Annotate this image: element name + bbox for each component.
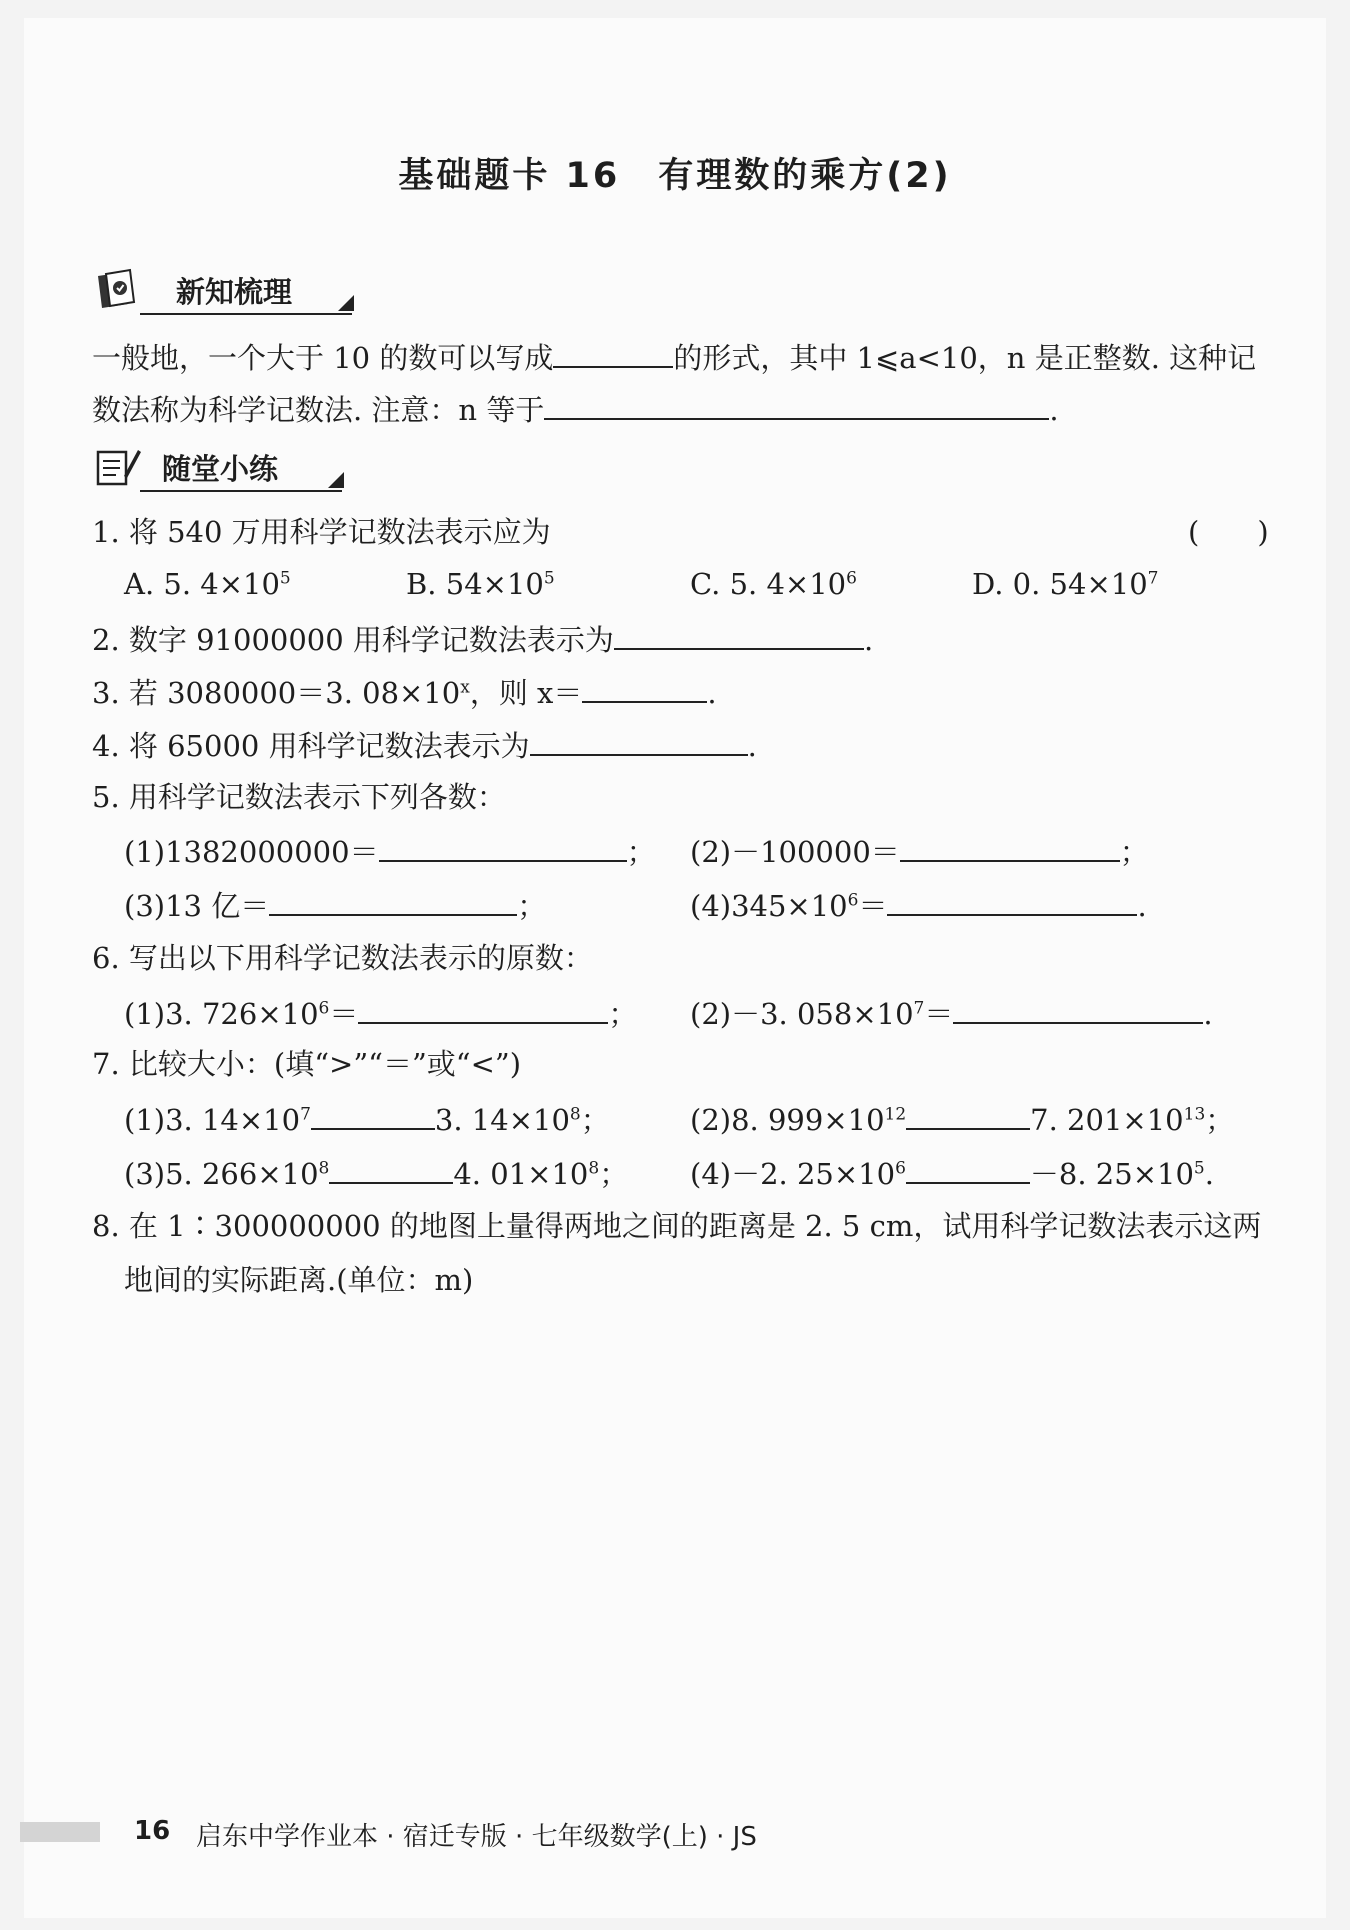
answer-blank[interactable] bbox=[906, 1098, 1030, 1130]
question-5: 5. 用科学记数法表示下列各数： bbox=[92, 780, 506, 814]
question-6: 6. 写出以下用科学记数法表示的原数： bbox=[92, 941, 593, 975]
page-title bbox=[0, 148, 1350, 198]
question-8-line-2: 地间的实际距离.(单位：m) bbox=[124, 1263, 474, 1297]
title-card-number: 基础题卡 16 bbox=[398, 156, 621, 196]
triangle-marker-icon bbox=[338, 295, 354, 311]
question-5-part-1: (1)1382000000＝ ； bbox=[124, 830, 656, 872]
answer-blank[interactable] bbox=[582, 671, 707, 703]
answer-parentheses[interactable]: ( ) bbox=[1188, 515, 1269, 549]
answer-blank[interactable] bbox=[329, 1152, 453, 1184]
answer-blank[interactable] bbox=[953, 992, 1203, 1024]
answer-blank[interactable] bbox=[900, 830, 1120, 862]
section-new-knowledge-title: 新知梳理 bbox=[176, 275, 293, 309]
answer-blank[interactable] bbox=[379, 830, 627, 862]
answer-blank[interactable] bbox=[544, 388, 1049, 420]
answer-blank[interactable] bbox=[269, 884, 517, 916]
title-topic: 有理数的乘方(2) bbox=[658, 156, 952, 196]
question-8-line-1: 8. 在 1∶300000000 的地图上量得两地之间的距离是 2. 5 cm，试用科学记数法表示这两 bbox=[92, 1209, 1262, 1243]
option-a[interactable]: A. 5. $4\times 10^5$ bbox=[124, 567, 291, 601]
question-5-part-4: $(4)345\times 10^6=$ . bbox=[690, 884, 1147, 926]
question-7-part-1: (1)3. $14\times 10^7$ 3. $14\times 10^8$； bbox=[124, 1098, 610, 1140]
footer-tab bbox=[20, 1822, 100, 1842]
answer-blank[interactable] bbox=[311, 1098, 435, 1130]
section-rule bbox=[140, 490, 342, 492]
question-6-part-1: (1)3. $726\times 10^6=$ ； bbox=[124, 992, 637, 1034]
intro-line-1: 一般地，一个大于 10 的数可以写成 的形式，其中 1⩽a<10，n 是正整数. 这种记 bbox=[92, 336, 1256, 378]
question-5-part-2: (2)－100000＝ ； bbox=[690, 830, 1149, 872]
option-b[interactable]: B. $54\times 10^5$ bbox=[406, 567, 555, 601]
notepad-pencil-icon bbox=[94, 446, 142, 488]
answer-blank[interactable] bbox=[358, 992, 608, 1024]
question-2: 2. 数字 91000000 用科学记数法表示为 . bbox=[92, 618, 873, 660]
question-4: 4. 将 65000 用科学记数法表示为 . bbox=[92, 724, 757, 766]
question-1: 1. 将 540 万用科学记数法表示应为 bbox=[92, 515, 551, 549]
page-number: 16 bbox=[134, 1816, 171, 1846]
answer-blank[interactable] bbox=[614, 618, 864, 650]
answer-blank[interactable] bbox=[906, 1152, 1030, 1184]
book-icon bbox=[94, 268, 142, 310]
intro-line-2: 数法称为科学记数法. 注意：n 等于 . bbox=[92, 388, 1059, 430]
answer-blank[interactable] bbox=[530, 724, 748, 756]
option-c[interactable]: C. 5. $4\times 10^6$ bbox=[690, 567, 857, 601]
question-3: 3. 若 3080000＝3. $08\times 10^x$，则 x＝ . bbox=[92, 671, 717, 713]
question-7: 7. 比较大小：(填“>”“＝”或“<”) bbox=[92, 1047, 522, 1081]
triangle-marker-icon bbox=[328, 472, 344, 488]
question-7-part-3: (3)5. $266\times 10^8$ 4. $01\times 10^8$； bbox=[124, 1152, 628, 1194]
section-rule bbox=[140, 313, 352, 315]
section-practice-title: 随堂小练 bbox=[162, 452, 279, 486]
footer-book-title: 启东中学作业本 · 宿迁专版 · 七年级数学(上) · JS bbox=[196, 1822, 757, 1852]
answer-blank[interactable] bbox=[553, 336, 673, 368]
answer-blank[interactable] bbox=[887, 884, 1137, 916]
question-7-part-2: (2)8. $999\times 10^{12}$ 7. $201\times 10^{13}$； bbox=[690, 1098, 1234, 1140]
question-7-part-4: (4)－2. $25\times 10^6 -8$. $25\times 10^5$. bbox=[690, 1152, 1214, 1194]
question-6-part-2: (2)－3. $058\times 10^7=$ . bbox=[690, 992, 1213, 1034]
question-5-part-3: (3)13 亿＝ ； bbox=[124, 884, 546, 926]
option-d[interactable]: D. 0. $54\times 10^7$ bbox=[972, 567, 1159, 601]
